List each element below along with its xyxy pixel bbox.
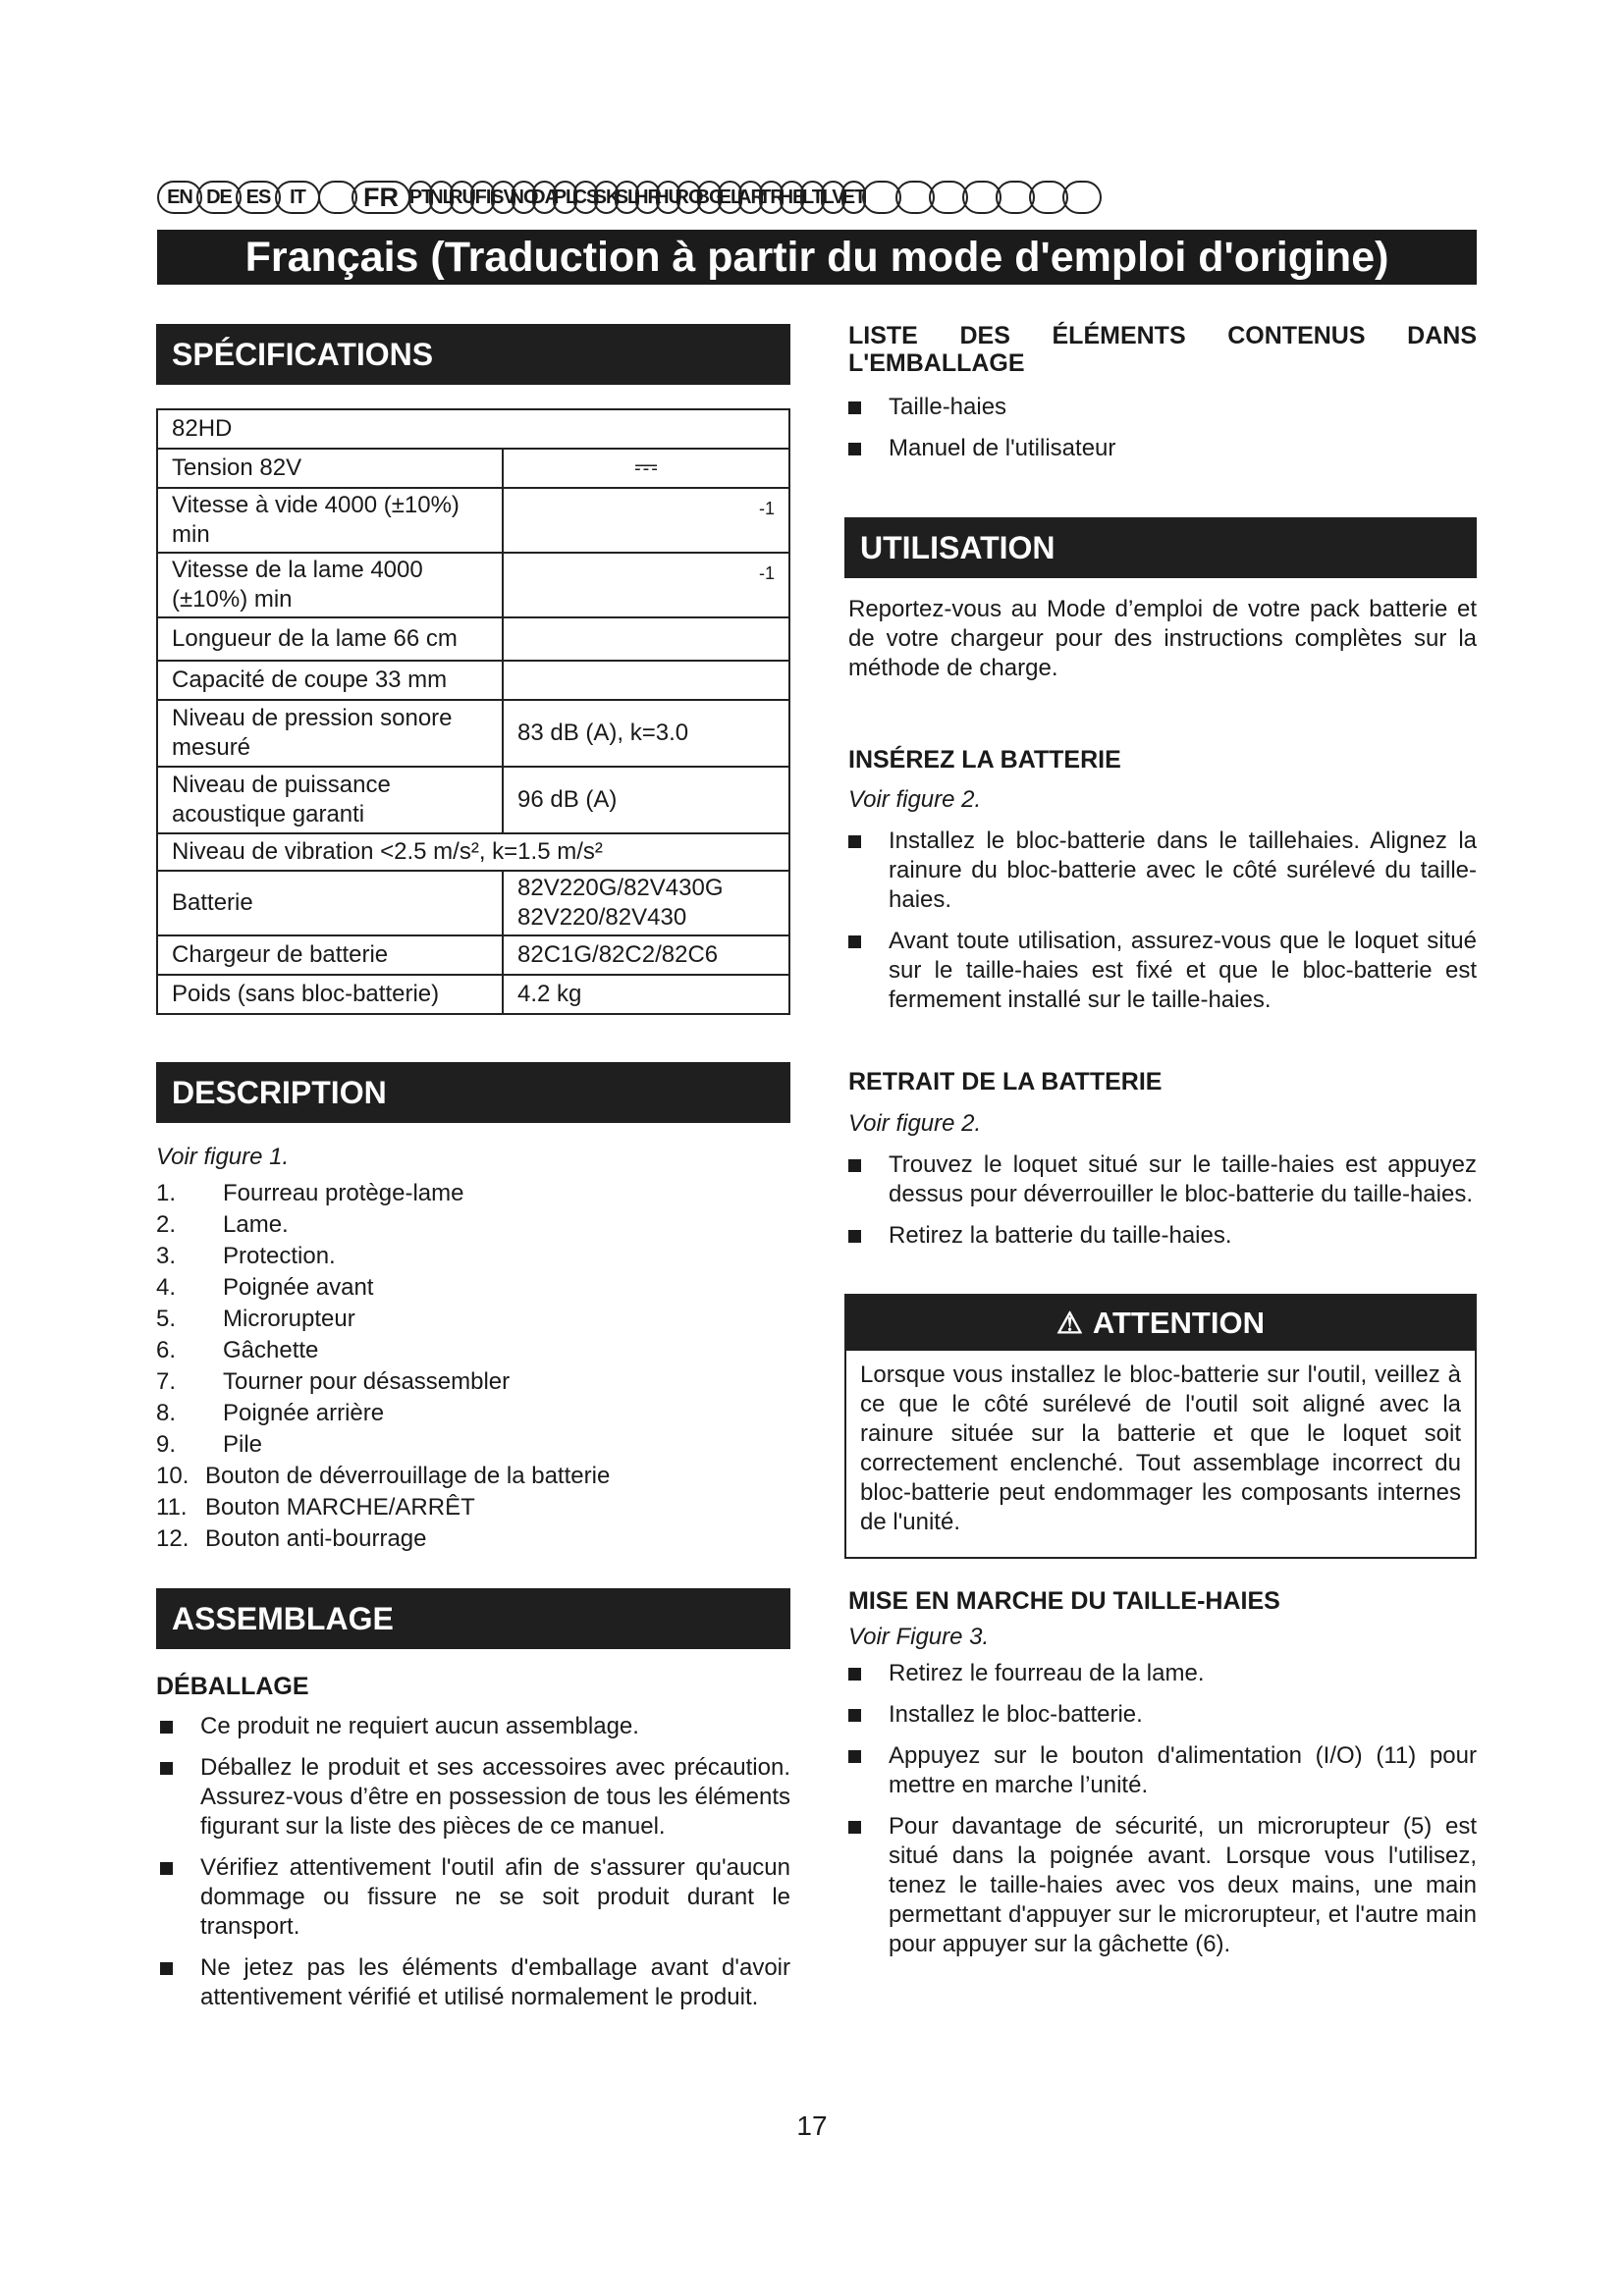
description-item: [156, 1461, 790, 1492]
language-tab-nl: NL: [429, 181, 454, 214]
language-tab-he: HE: [780, 181, 804, 214]
bullet-square-icon: [848, 1821, 861, 1834]
description-item-label: Microrupteur: [223, 1306, 355, 1332]
language-tab-hr: HR: [635, 181, 660, 214]
description-list: [156, 1178, 790, 1555]
description-item-label: Tourner pour désassembler: [223, 1368, 511, 1395]
spec-value-text: ⎓: [634, 451, 658, 483]
bullet-text: Installez le bloc-batterie dans le taillehaies. Alignez la rainure du bloc-batterie avec le côté surélevé du taille-haies.: [889, 828, 1477, 913]
description-item: [156, 1209, 790, 1241]
description-item-number: 10.: [156, 1463, 189, 1489]
attention-box: [844, 1294, 1477, 1559]
description-item: [156, 1304, 790, 1335]
language-tab-cs: CS: [573, 181, 598, 214]
description-item-number: 11.: [156, 1494, 188, 1521]
description-item-label: Lame.: [223, 1211, 289, 1238]
language-tab-lt: LT: [800, 181, 825, 214]
spec-label: Vitesse de la lame 4000 (±10%) min: [157, 553, 503, 617]
spec-value-text: 82V220G/82V430G 82V220/82V430: [517, 875, 724, 931]
bullet-square-icon: [848, 935, 861, 948]
description-item: [156, 1398, 790, 1429]
spec-value-text: 4.2 kg: [517, 981, 582, 1007]
spec-value: [503, 871, 789, 935]
language-tab-es: ES: [236, 181, 281, 214]
bullet-text: Pour davantage de sécurité, un microrupteur (5) est situé dans la poignée avant. Lorsque vous l'utilisez, tenez le taille-haies avec vos deux mains, une main permettant d'appuyer sur le microrupteur, et l'autre main pour appuyer sur la gâchette (6).: [889, 1813, 1477, 1957]
bullet-item: [844, 1700, 1477, 1730]
spec-value: [503, 661, 789, 700]
spec-label: Vitesse à vide 4000 (±10%) min: [157, 488, 503, 553]
bullet-square-icon: [160, 1962, 173, 1975]
utilisation-heading: UTILISATION: [844, 517, 1477, 578]
language-tab-et: ET: [841, 181, 866, 214]
spec-value-text: 83 dB (A), k=3.0: [517, 720, 689, 746]
description-item-label: Protection.: [223, 1243, 336, 1269]
bullet-text: Ce produit ne requiert aucun assemblage.: [200, 1713, 639, 1739]
bullet-square-icon: [160, 1862, 173, 1875]
retrait-figure-ref: Voir figure 2.: [848, 1110, 982, 1137]
mise-en-marche-heading: MISE EN MARCHE DU TAILLE-HAIES: [848, 1587, 1280, 1615]
bullet-square-icon: [848, 1159, 861, 1172]
bullet-text: Vérifiez attentivement l'outil afin de s'assurer qu'aucun dommage ou fissure ne se soit produit durant le transport.: [200, 1854, 790, 1940]
bullet-text: Manuel de l'utilisateur: [889, 435, 1116, 461]
language-tab-bg: BG: [697, 181, 722, 214]
mise-en-marche-figure-ref: Voir Figure 3.: [848, 1624, 990, 1650]
inserez-heading: INSÉREZ LA BATTERIE: [848, 746, 1121, 774]
spec-label: Batterie: [157, 871, 503, 935]
description-item: [156, 1366, 790, 1398]
spec-label: Tension 82V: [157, 449, 503, 488]
description-item-number: 12.: [156, 1525, 189, 1552]
spec-label: Chargeur de batterie: [157, 935, 503, 975]
language-tab-de: DE: [196, 181, 242, 214]
bullet-item: [844, 827, 1477, 915]
description-item: [156, 1523, 790, 1555]
bullet-square-icon: [848, 835, 861, 848]
language-tab-el: EL: [718, 181, 742, 214]
page-title: Français (Traduction à partir du mode d'emploi d'origine): [157, 230, 1477, 285]
language-tab-it: IT: [275, 181, 320, 214]
spec-value-text: 82C1G/82C2/82C6: [517, 941, 719, 968]
language-tab-ro: RO: [677, 181, 701, 214]
description-item: [156, 1178, 790, 1209]
bullet-item: [156, 1712, 790, 1741]
language-tab-ar: AR: [738, 181, 763, 214]
spec-value: [503, 553, 789, 617]
language-tab-pl: PL: [553, 181, 577, 214]
description-item-number: 7.: [156, 1368, 177, 1395]
bullet-item: [844, 1741, 1477, 1800]
language-tab-sv: SV: [491, 181, 515, 214]
description-item-number: 4.: [156, 1274, 177, 1301]
description-item-label: Bouton de déverrouillage de la batterie: [205, 1463, 611, 1489]
spec-label: Poids (sans bloc-batterie): [157, 975, 503, 1014]
bullet-item: [844, 1812, 1477, 1959]
bullet-item: [844, 393, 1477, 422]
liste-bullets: [844, 393, 1477, 463]
spec-value: [503, 488, 789, 553]
bullet-item: [156, 1853, 790, 1942]
bullet-text: Appuyez sur le bouton d'alimentation (I/O) (11) pour mettre en marche l’unité.: [889, 1742, 1477, 1798]
bullet-text: Installez le bloc-batterie.: [889, 1701, 1143, 1728]
warning-icon: ⚠: [1056, 1307, 1083, 1340]
spec-superscript: -1: [758, 563, 775, 583]
language-tab-blank: [1062, 181, 1102, 214]
language-tab-sl: SL: [615, 181, 639, 214]
spec-value: [503, 767, 789, 833]
spec-value-text: 96 dB (A): [517, 786, 618, 813]
description-item-number: 8.: [156, 1400, 177, 1426]
language-tab-no: NO: [512, 181, 536, 214]
bullet-item: [844, 1221, 1477, 1251]
attention-text: Lorsque vous installez le bloc-batterie sur l'outil, veillez à ce que le côté surélevé de l'outil soit aligné avec la rainure située sur la batterie et que le loquet soit correctement enclenché. Tout assemblage incorrect du bloc-batterie peut endommager les composants internes de l'unité.: [860, 1362, 1461, 1535]
language-tab-da: DA: [532, 181, 557, 214]
description-item: [156, 1335, 790, 1366]
description-item-label: Fourreau protège-lame: [223, 1180, 464, 1206]
description-item-number: 2.: [156, 1211, 177, 1238]
inserez-figure-ref: Voir figure 2.: [848, 786, 982, 813]
spec-label: Longueur de la lame 66 cm: [157, 617, 503, 661]
bullet-square-icon: [848, 1750, 861, 1763]
language-tab-lv: LV: [821, 181, 845, 214]
bullet-text: Ne jetez pas les éléments d'emballage avant d'avoir attentivement vérifié et utilisé normalement le produit.: [200, 1954, 790, 2010]
language-tab-tr: TR: [759, 181, 784, 214]
bullet-text: Taille-haies: [889, 394, 1007, 420]
description-item: [156, 1429, 790, 1461]
bullet-text: Avant toute utilisation, assurez-vous que le loquet situé sur le taille-haies est fixé et que le bloc-batterie est fermement installé sur le taille-haies.: [889, 928, 1477, 1013]
description-figure-ref: Voir figure 1.: [156, 1144, 290, 1170]
spec-label: Niveau de pression sonore mesuré: [157, 700, 503, 767]
spec-superscript: -1: [758, 499, 775, 518]
retrait-bullets: [844, 1150, 1477, 1251]
bullet-item: [844, 434, 1477, 463]
spec-value: [503, 975, 789, 1014]
spec-label: Capacité de coupe 33 mm: [157, 661, 503, 700]
bullet-item: [156, 1953, 790, 2012]
language-tab-en: EN: [157, 181, 202, 214]
language-tab-fr: FR: [352, 181, 410, 214]
bullet-item: [844, 927, 1477, 1015]
description-item: [156, 1272, 790, 1304]
bullet-square-icon: [848, 1230, 861, 1243]
assemblage-heading: ASSEMBLAGE: [156, 1588, 790, 1649]
spec-value: [503, 935, 789, 975]
description-heading: DESCRIPTION: [156, 1062, 790, 1123]
description-item-label: Poignée arrière: [223, 1400, 385, 1426]
inserez-bullets: [844, 827, 1477, 1015]
bullet-text: Retirez la batterie du taille-haies.: [889, 1222, 1232, 1249]
language-tabs: [157, 173, 1477, 220]
description-item-number: 1.: [156, 1180, 177, 1206]
bullet-square-icon: [848, 401, 861, 414]
deballage-subheading: DÉBALLAGE: [156, 1673, 309, 1700]
bullet-square-icon: [160, 1762, 173, 1775]
language-tab-pt: PT: [408, 181, 433, 214]
spec-value: [503, 617, 789, 661]
description-item-label: Poignée avant: [223, 1274, 374, 1301]
bullet-item: [844, 1150, 1477, 1209]
page-number: 17: [796, 2110, 828, 2141]
bullet-item: [844, 1659, 1477, 1688]
attention-header: [846, 1296, 1475, 1351]
description-item-label: Pile: [223, 1431, 263, 1458]
spec-value: [503, 700, 789, 767]
specifications-heading: SPÉCIFICATIONS: [156, 324, 790, 385]
spec-label: Niveau de puissance acoustique garanti: [157, 767, 503, 833]
spec-label: Niveau de vibration <2.5 m/s², k=1.5 m/s²: [157, 833, 789, 871]
bullet-square-icon: [848, 1668, 861, 1681]
description-item: [156, 1241, 790, 1272]
assemblage-bullets: [156, 1712, 790, 2012]
description-item-number: 5.: [156, 1306, 177, 1332]
attention-title: ATTENTION: [1092, 1306, 1265, 1340]
bullet-text: Trouvez le loquet situé sur le taille-haies est appuyez dessus pour déverrouiller le bloc-batterie du taille-haies.: [889, 1151, 1477, 1207]
description-item-number: 6.: [156, 1337, 177, 1363]
description-item: [156, 1492, 790, 1523]
spec-model: 82HD: [157, 409, 789, 449]
description-item-label: Bouton MARCHE/ARRÊT: [205, 1494, 475, 1521]
liste-heading-2: L'EMBALLAGE: [848, 349, 1025, 377]
retrait-heading: RETRAIT DE LA BATTERIE: [848, 1068, 1163, 1095]
description-item-number: 3.: [156, 1243, 177, 1269]
bullet-square-icon: [848, 443, 861, 455]
spec-value: [503, 449, 789, 488]
description-item-label: Gâchette: [223, 1337, 319, 1363]
language-tab-sk: SK: [594, 181, 619, 214]
bullet-square-icon: [848, 1709, 861, 1722]
liste-heading-1: LISTE DES ÉLÉMENTS CONTENUS DANS: [848, 322, 1477, 349]
mise-en-marche-bullets: [844, 1659, 1477, 1959]
utilisation-intro: Reportez-vous au Mode d’emploi de votre pack batterie et de votre chargeur pour des instructions complètes sur la méthode de charge.: [848, 596, 1477, 681]
language-tab-hu: HU: [656, 181, 680, 214]
description-item-label: Bouton anti-bourrage: [205, 1525, 427, 1552]
language-tab-fi: FI: [470, 181, 495, 214]
bullet-square-icon: [160, 1721, 173, 1734]
language-tab-ru: RU: [450, 181, 474, 214]
bullet-text: Retirez le fourreau de la lame.: [889, 1660, 1205, 1686]
bullet-text: Déballez le produit et ses accessoires avec précaution. Assurez-vous d’être en possession de tous les éléments figurant sur la liste des pièces de ce manuel.: [200, 1754, 790, 1840]
specifications-table: [156, 408, 790, 1015]
bullet-item: [156, 1753, 790, 1842]
description-item-number: 9.: [156, 1431, 177, 1458]
